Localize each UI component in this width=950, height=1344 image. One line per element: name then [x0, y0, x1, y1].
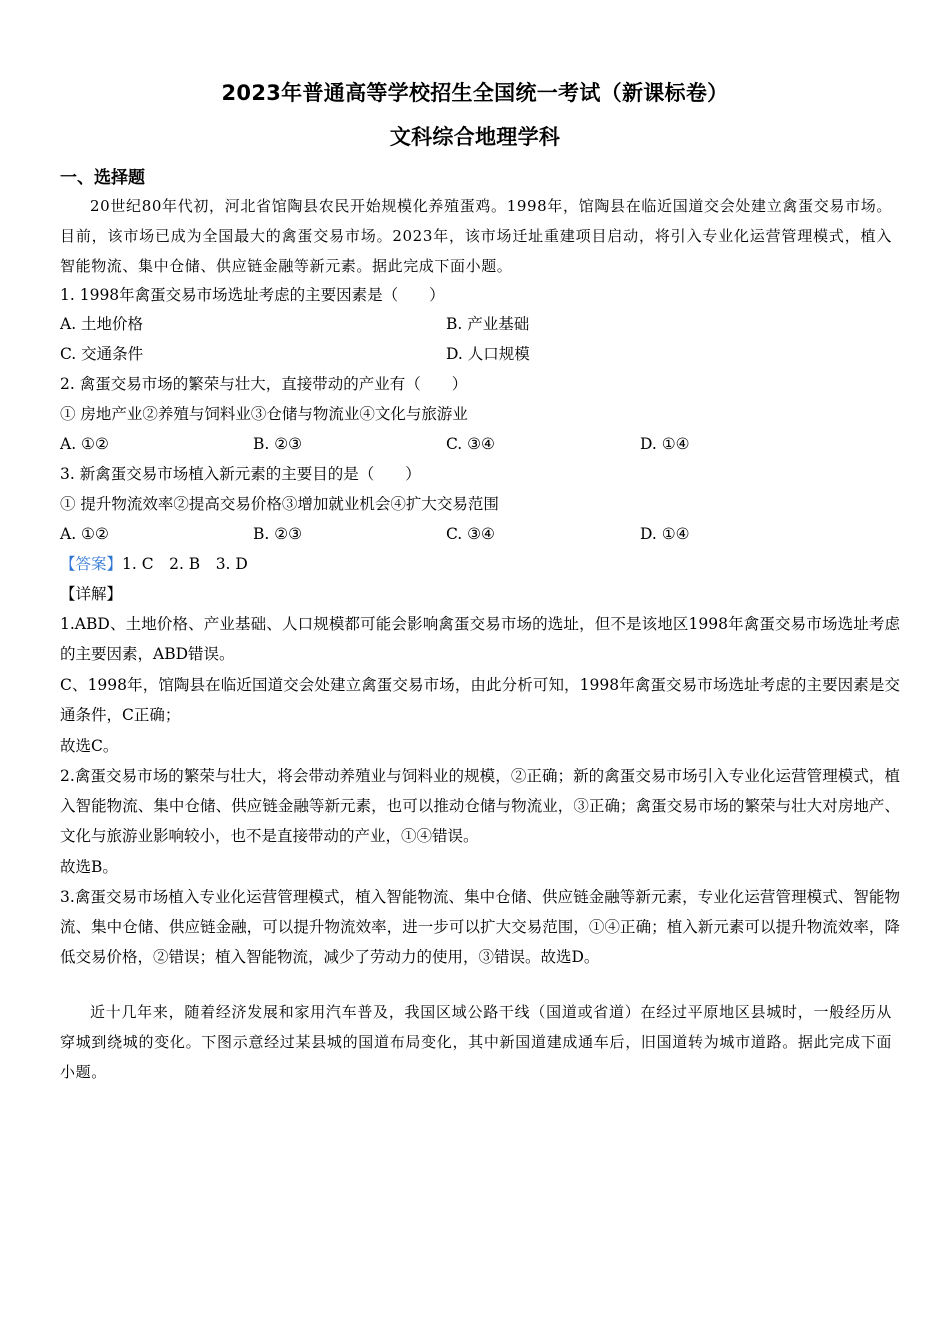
question-3-option-a: A. ①②: [60, 525, 109, 543]
question-3-stem: 3. 新禽蛋交易市场植入新元素的主要目的是（ ）: [60, 465, 421, 483]
question-3-option-b: B. ②③: [253, 525, 303, 543]
question-1-option-d: D. 人口规模: [446, 345, 530, 363]
explanation-1-conclusion: 故选C。: [60, 737, 119, 755]
explanation-1: 1.ABD、土地价格、产业基础、人口规模都可能会影响禽蛋交易市场的选址，但不是该地区1998年禽蛋交易市场选址考虑的主要因素，ABD错误。: [60, 615, 900, 663]
explanation-2: 2.禽蛋交易市场的繁荣与壮大，将会带动养殖业与饲料业的规模，②正确；新的禽蛋交易市场引入专业化运营管理模式，植入智能物流、集中仓储、供应链金融等新元素，也可以推动仓储与物流业，③正确；禽蛋交易市场的繁荣与壮大对房地产、文化与旅游业影响较小，也不是直接带动的产业，①④错误。: [60, 767, 900, 845]
question-3-option-c: C. ③④: [446, 525, 495, 543]
answer-label: 【答案】: [60, 555, 123, 573]
section-heading: 一、选择题: [60, 168, 145, 188]
material-paragraph-2: 近十几年来，随着经济发展和家用汽车普及，我国区域公路干线（国道或省道）在经过平原地区县城时，一般经历从穿城到绕城的变化。下图示意经过某县城的国道布局变化，其中新国道建成通车后，旧国道转为城市道路。据此完成下面小题。: [60, 1003, 892, 1081]
question-3-option-d: D. ①④: [640, 525, 690, 543]
question-1-stem: 1. 1998年禽蛋交易市场选址考虑的主要因素是（ ）: [60, 286, 445, 304]
question-2-items: ① 房地产业②养殖与饲料业③仓储与物流业④文化与旅游业: [60, 405, 468, 423]
question-3-items: ① 提升物流效率②提高交易价格③增加就业机会④扩大交易范围: [60, 495, 499, 513]
answer-text: 1. C 2. B 3. D: [122, 555, 248, 573]
answer-line: [60, 549, 248, 579]
question-2-option-a: A. ①②: [60, 435, 109, 453]
question-2-option-b: B. ②③: [253, 435, 303, 453]
question-1-option-a: A. 土地价格: [60, 315, 144, 333]
explanation-1c: C、1998年，馆陶县在临近国道交会处建立禽蛋交易市场，由此分析可知，1998年禽蛋交易市场选址考虑的主要因素是交通条件，C正确；: [60, 676, 900, 724]
question-2-option-c: C. ③④: [446, 435, 495, 453]
explanation-2-conclusion: 故选B。: [60, 858, 118, 876]
question-1-option-c: C. 交通条件: [60, 345, 144, 363]
material-paragraph-1: 20世纪80年代初，河北省馆陶县农民开始规模化养殖蛋鸡。1998年，馆陶县在临近国道交会处建立禽蛋交易市场。目前，该市场已成为全国最大的禽蛋交易市场。2023年，该市场迁址重建项目启动，将引入专业化运营管理模式，植入智能物流、集中仓储、供应链金融等新元素。据此完成下面小题。: [60, 197, 892, 275]
question-2-stem: 2. 禽蛋交易市场的繁荣与壮大，直接带动的产业有（ ）: [60, 375, 468, 393]
detail-label: 【详解】: [60, 585, 123, 603]
question-2-option-d: D. ①④: [640, 435, 690, 453]
explanation-3: 3.禽蛋交易市场植入专业化运营管理模式，植入智能物流、集中仓储、供应链金融等新元素，专业化运营管理模式、智能物流、集中仓储、供应链金融，可以提升物流效率，进一步可以扩大交易范围，①④正确；植入新元素可以提升物流效率，降低交易价格，②错误；植入智能物流，减少了劳动力的使用，③错误。故选D。: [60, 888, 900, 966]
question-1-option-b: B. 产业基础: [446, 315, 530, 333]
exam-subject: 文科综合地理学科: [389, 125, 561, 149]
exam-title: 2023年普通高等学校招生全国统一考试（新课标卷）: [221, 81, 729, 105]
